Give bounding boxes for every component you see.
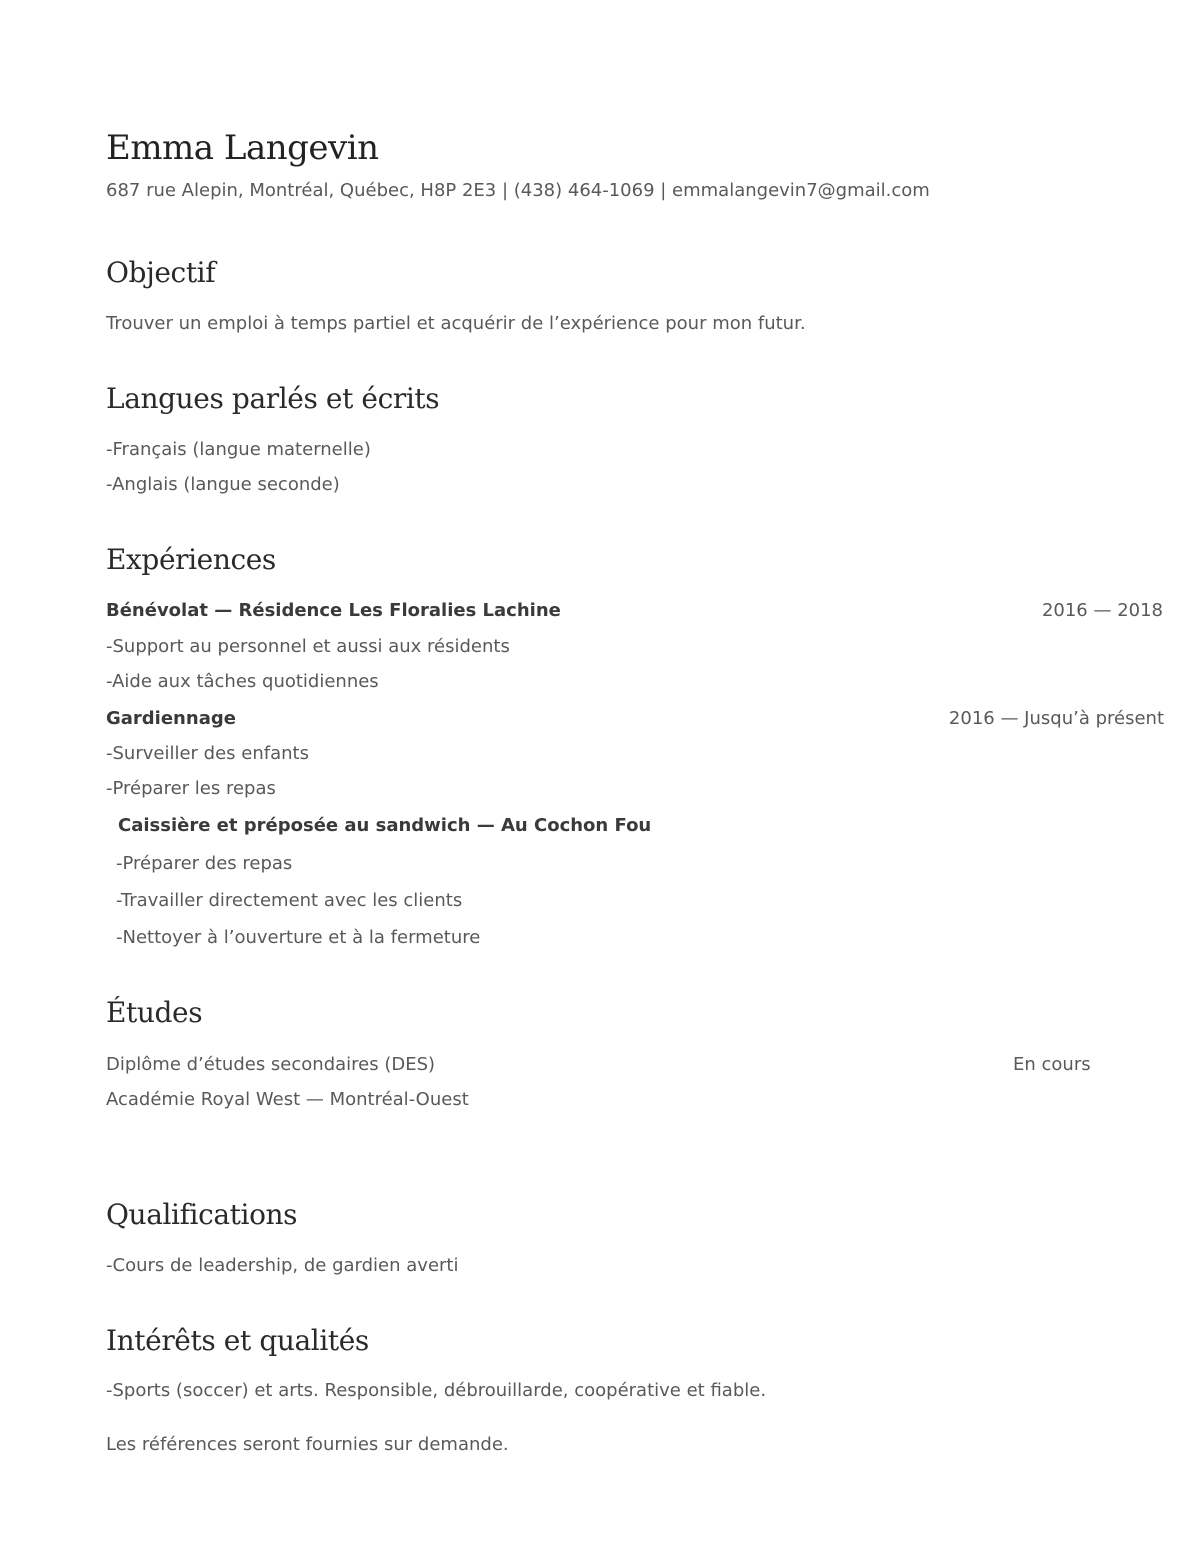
job-dates: 2016 — Jusqu’à présent: [948, 708, 1164, 729]
qualifications-text: -Cours de leadership, de gardien averti: [106, 1255, 459, 1276]
job-bullet: -Nettoyer à l’ouverture et à la fermeture: [116, 927, 481, 948]
job-title: Bénévolat — Résidence Les Floralies Lachine: [106, 600, 561, 621]
objectif-text: Trouver un emploi à temps partiel et acquérir de l’expérience pour mon futur.: [106, 313, 806, 334]
school: Académie Royal West — Montréal-Ouest: [106, 1089, 469, 1110]
job-bullet: -Surveiller des enfants: [106, 743, 309, 764]
job-bullet: -Préparer des repas: [116, 853, 293, 874]
section-heading-qualifications: Qualifications: [106, 1198, 298, 1231]
job-dates: 2016 — 2018: [1041, 600, 1163, 621]
job-title: Gardiennage: [106, 708, 236, 729]
job-title: Caissière et préposée au sandwich — Au Cochon Fou: [118, 815, 652, 836]
contact-line: 687 rue Alepin, Montréal, Québec, H8P 2E3 | (438) 464-1069 | emmalangevin7@gmail.com: [106, 180, 930, 201]
diploma-status: En cours: [1013, 1054, 1091, 1075]
job-bullet: -Préparer les repas: [106, 778, 276, 799]
section-heading-etudes: Études: [106, 996, 203, 1029]
job-bullet: -Aide aux tâches quotidiennes: [106, 671, 379, 692]
job-bullet: -Travailler directement avec les clients: [116, 890, 463, 911]
langue-item: -Anglais (langue seconde): [106, 474, 340, 495]
section-heading-langues: Langues parlés et écrits: [106, 382, 440, 415]
references-note: Les références seront fournies sur demande.: [106, 1434, 509, 1455]
resume-name: Emma Langevin: [106, 128, 379, 168]
interets-text: -Sports (soccer) et arts. Responsible, débrouillarde, coopérative et fiable.: [106, 1380, 767, 1401]
diploma: Diplôme d’études secondaires (DES): [106, 1054, 436, 1075]
job-bullet: -Support au personnel et aussi aux résidents: [106, 636, 510, 657]
langue-item: -Français (langue maternelle): [106, 439, 371, 460]
section-heading-objectif: Objectif: [106, 256, 216, 289]
section-heading-experiences: Expériences: [106, 543, 276, 576]
section-heading-interets: Intérêts et qualités: [106, 1324, 369, 1357]
